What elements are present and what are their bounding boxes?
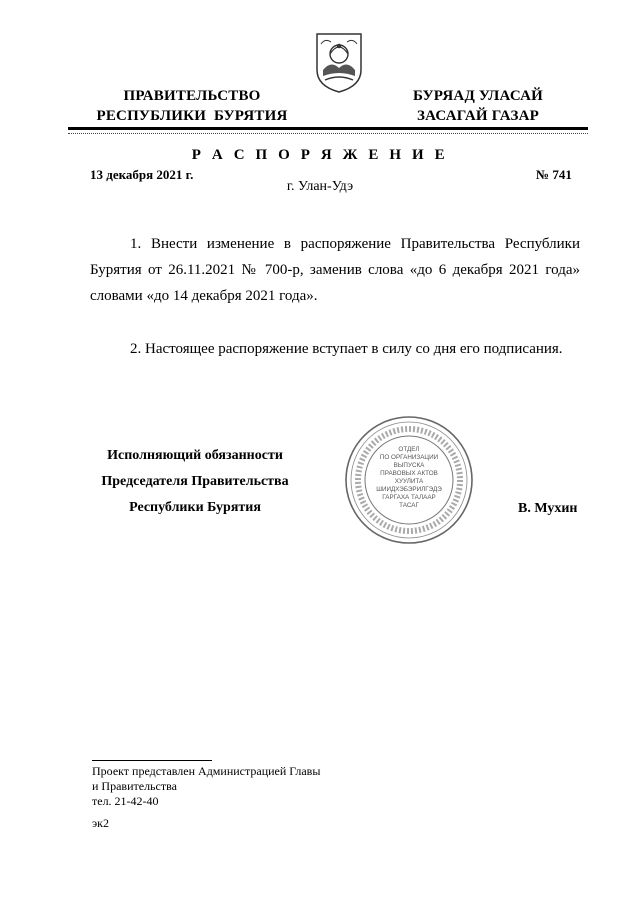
coat-of-arms-icon [313, 30, 365, 94]
header-left-line2: РЕСПУБЛИКИ БУРЯТИЯ [96, 108, 288, 124]
footer-line1: Проект представлен Администрацией Главы [92, 764, 321, 778]
header-left-org [92, 86, 292, 126]
seal-line: ВЫПУСКА [393, 462, 425, 469]
document-title: Р А С П О Р Я Ж Е Н И Е [191, 147, 449, 163]
signatory-position-line1: Исполняющий обязанности [107, 448, 283, 463]
footer-phone: тел. 21-42-40 [92, 794, 159, 808]
header-left-line1: ПРАВИТЕЛЬСТВО [123, 88, 261, 104]
document-number: № 741 [536, 167, 572, 182]
header-right-line2: ЗАСАГАЙ ГАЗАР [417, 108, 539, 124]
official-round-seal-icon [343, 414, 475, 546]
signatory-position [80, 443, 310, 521]
footer-divider [92, 760, 212, 761]
signatory-position-line2: Председателя Правительства [101, 474, 289, 489]
header-divider-thick [68, 127, 588, 130]
signatory-position-line3: Республики Бурятия [129, 500, 261, 515]
seal-text [369, 446, 449, 510]
seal-line: ОТДЕЛ [398, 446, 420, 453]
footer-note [92, 764, 320, 809]
document-date: 13 декабря 2021 г. [90, 167, 194, 182]
body-paragraph-1: 1. Внести изменение в распоряжение Правительства Республики Бурятия от 26.11.2021 № 700-р, заменив слова «до 6 декабря 2021 года» словами «до 14 декабря 2021 года». [90, 236, 580, 304]
header-divider-dotted [68, 133, 588, 134]
header-right-line1: БУРЯАД УЛАСАЙ [412, 88, 544, 104]
seal-line: ХУУЛИТА [394, 478, 424, 485]
document-city: г. Улан-Удэ [286, 179, 354, 194]
seal-line: ТАСАГ [399, 502, 419, 509]
seal-line: ШИИДХЭБЭРИЛГЭДЭ [376, 486, 442, 493]
footer-code: эк2 [92, 816, 109, 830]
seal-line: ГАРГАХА ТАЛААР [382, 494, 436, 501]
seal-line: ПРАВОВЫХ АКТОВ [380, 470, 438, 477]
footer-line2: и Правительства [92, 779, 177, 793]
seal-line: ПО ОРГАНИЗАЦИИ [379, 454, 439, 461]
header-right-org [383, 86, 573, 126]
signatory-name: В. Мухин [518, 501, 578, 516]
body-paragraph-2: 2. Настоящее распоряжение вступает в силу со дня его подписания. [130, 341, 563, 357]
